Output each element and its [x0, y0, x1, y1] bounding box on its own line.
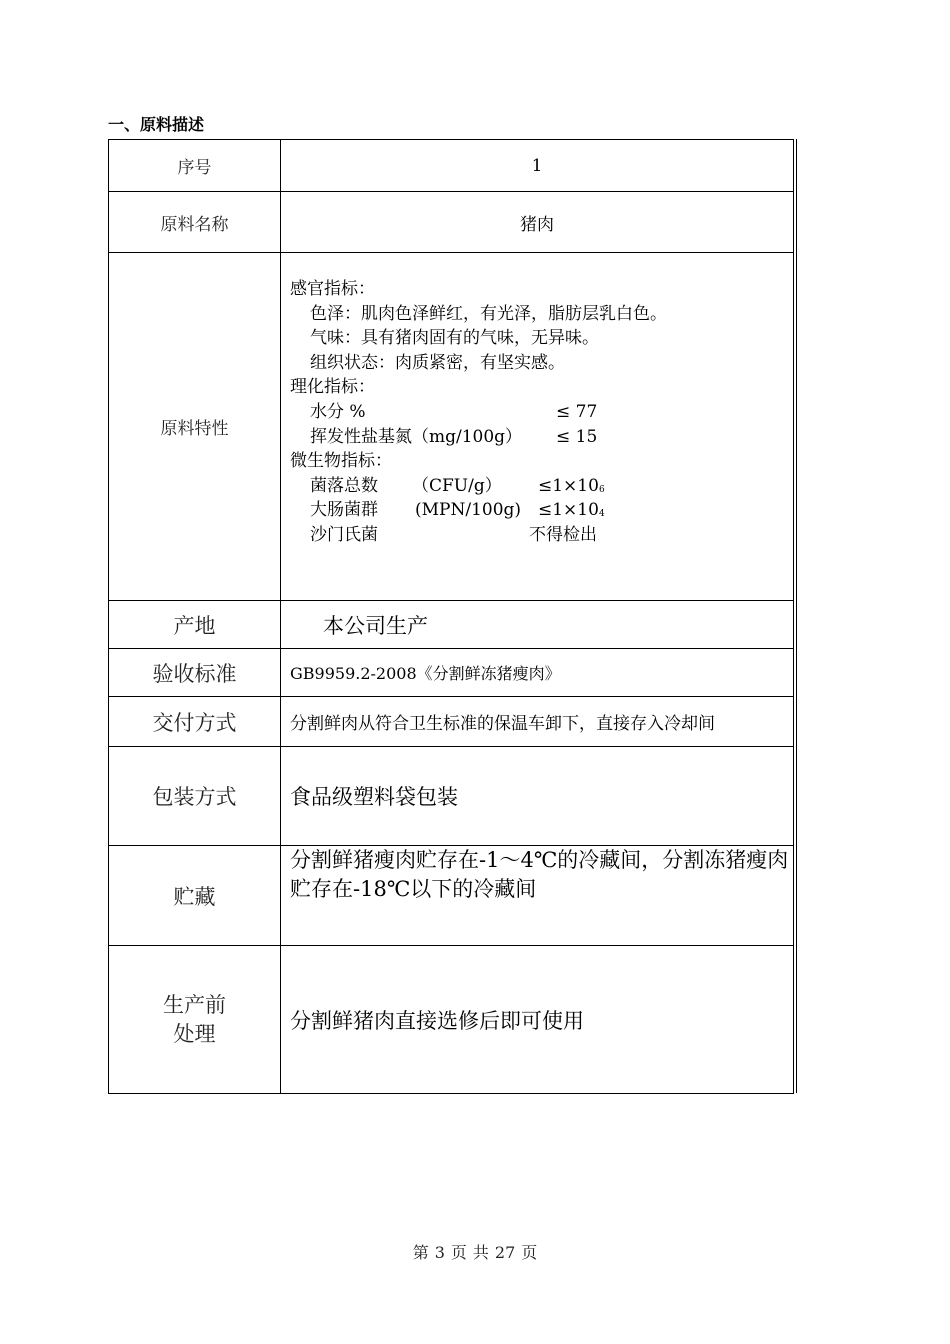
- properties-label: 原料特性: [109, 253, 281, 601]
- moisture-item: 水分 %: [310, 401, 366, 422]
- moisture-limit: ≤ 77: [556, 401, 598, 422]
- footer-total-unit: 页: [521, 1243, 538, 1262]
- packaging-value: 食品级塑料袋包装: [281, 747, 794, 846]
- table-double-border-rule: [796, 139, 797, 1093]
- footer-total-word: 共: [472, 1243, 489, 1262]
- preprocess-value: 分割鲜猪肉直接选修后即可使用: [281, 946, 794, 1094]
- table-row-standard: [109, 649, 794, 697]
- properties-specs: [281, 253, 794, 601]
- serial-label: 序号: [109, 140, 281, 192]
- total-colonies-limit-base: ≤1×10: [538, 475, 599, 496]
- micro-total-colonies: [290, 474, 793, 499]
- coliforms-unit: (MPN/100g): [415, 500, 522, 521]
- micro-coliforms: [290, 498, 793, 523]
- total-colonies-item: 菌落总数: [310, 475, 378, 496]
- salmonella-item: 沙门氏菌: [310, 524, 378, 545]
- material-description-table-wrap: [108, 139, 796, 1093]
- table-row-serial: [109, 140, 794, 192]
- physchem-tvbn: [290, 425, 793, 450]
- delivery-value: 分割鲜肉从符合卫生标准的保温车卸下，直接存入冷却间: [281, 697, 794, 747]
- standard-value: GB9959.2-2008《分割鲜冻猪瘦肉》: [281, 649, 794, 697]
- sensory-odor: 气味：具有猪肉固有的气味，无异味。: [310, 328, 599, 349]
- origin-value: 本公司生产: [281, 601, 794, 649]
- preprocess-label-line2: 处理: [173, 1021, 216, 1046]
- micro-salmonella: [290, 523, 793, 548]
- preprocess-label-line1: 生产前: [163, 992, 226, 1017]
- footer-page-word: 第: [412, 1243, 429, 1262]
- physchem-moisture: [290, 400, 793, 425]
- tvbn-item: 挥发性盐基氮（mg/100g）: [310, 426, 523, 447]
- table-row-storage: [109, 846, 794, 946]
- table-row-properties: [109, 253, 794, 601]
- material-name-label: 原料名称: [109, 192, 281, 253]
- table-row-delivery: [109, 697, 794, 747]
- storage-label: 贮藏: [109, 846, 281, 946]
- serial-value: 1: [281, 140, 794, 192]
- total-colonies-exponent: 6: [598, 484, 605, 495]
- table-row-origin: [109, 601, 794, 649]
- packaging-label: 包装方式: [109, 747, 281, 846]
- table-row-packaging: [109, 747, 794, 846]
- physchem-title: 理化指标：: [290, 377, 375, 398]
- tvbn-limit: ≤ 15: [556, 426, 598, 447]
- sensory-color: 色泽：肌肉色泽鲜红，有光泽，脂肪层乳白色。: [310, 303, 667, 324]
- micro-title: 微生物指标：: [290, 451, 392, 472]
- material-name-value: 猪肉: [281, 192, 794, 253]
- origin-label: 产地: [109, 601, 281, 649]
- coliforms-item: 大肠菌群: [310, 500, 378, 521]
- table-row-name: [109, 192, 794, 253]
- coliforms-exponent: 4: [598, 509, 605, 520]
- material-description-table: [108, 139, 794, 1094]
- section-title: 一、原料描述: [108, 115, 205, 134]
- footer-page-unit: 页: [450, 1243, 467, 1262]
- storage-value: 分割鲜猪瘦肉贮存在-1～4℃的冷藏间，分割冻猪瘦肉贮存在-18℃以下的冷藏间: [281, 846, 794, 946]
- table-row-preprocess: [109, 946, 794, 1094]
- standard-label: 验收标准: [109, 649, 281, 697]
- preprocess-label: [109, 946, 281, 1094]
- footer-total-number: 27: [494, 1243, 516, 1262]
- salmonella-limit: 不得检出: [529, 524, 597, 545]
- page-footer: [0, 1243, 950, 1263]
- sensory-texture: 组织状态：肉质紧密，有坚实感。: [310, 352, 565, 373]
- total-colonies-unit: （CFU/g）: [412, 475, 502, 496]
- sensory-title: 感官指标：: [290, 279, 375, 299]
- delivery-label: 交付方式: [109, 697, 281, 747]
- coliforms-limit-base: ≤1×10: [538, 500, 599, 521]
- footer-page-number: 3: [434, 1243, 445, 1262]
